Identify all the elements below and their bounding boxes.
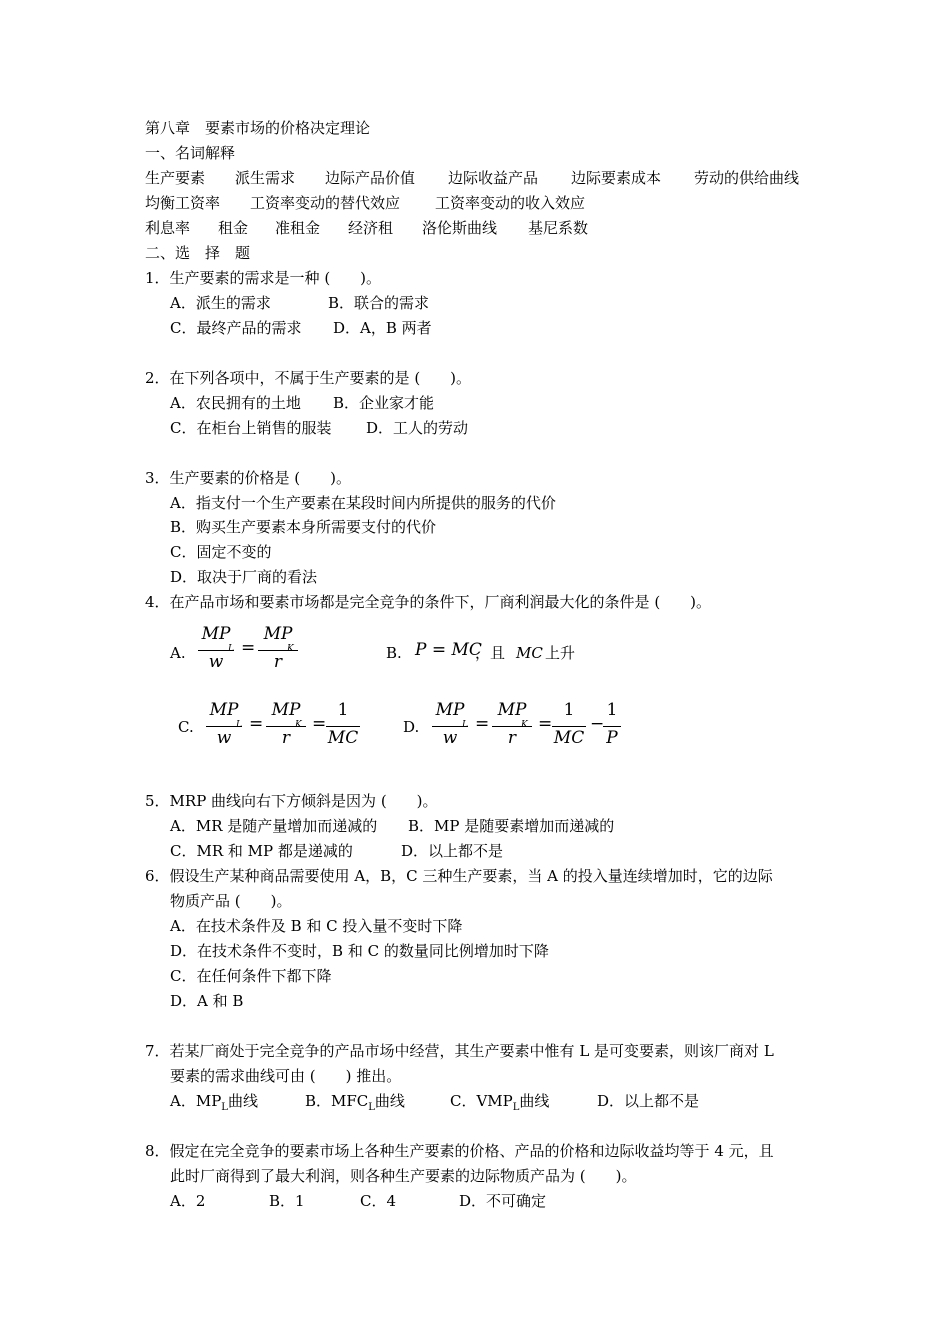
denominator: MC (553, 728, 585, 748)
option-a: A．2 (170, 1192, 206, 1210)
denominator: r (281, 728, 291, 748)
option-c: C．在柜台上销售的服装 (170, 419, 332, 437)
term: 生产要素 (145, 169, 206, 187)
question-stem: 6．假设生产某种商品需要使用 A，B，C 三种生产要素，当 A 的投入量连续增加时，它的边际 (145, 867, 773, 885)
numerator: MP (497, 700, 527, 720)
numerator: 1 (606, 700, 618, 720)
option-b-tail: 上升 (545, 644, 576, 662)
term: 经济租 (348, 219, 394, 237)
question-stem: 7．若某厂商处于完全竞争的产品市场中经营，其生产要素中惟有 L 是可变要素，则该厂商对 L (145, 1042, 774, 1060)
option-b-label: B. (386, 644, 402, 662)
fraction-1-mc (552, 700, 586, 750)
subscript: L (368, 1102, 375, 1113)
option-b: D．在技术条件不变时，B 和 C 的数量同比例增加时下降 (170, 942, 549, 960)
option-c (450, 1090, 549, 1119)
question-stem-continued: 物质产品 ( )。 (170, 892, 292, 910)
question-stem-continued: 此时厂商得到了最大利润，则各种生产要素的边际物质产品为 ( )。 (170, 1167, 637, 1185)
section2-heading: 二、选 择 题 (145, 244, 251, 262)
option-d: D．不可确定 (459, 1192, 547, 1210)
chapter-title: 第八章 要素市场的价格决定理论 (145, 119, 371, 137)
question-stem: 2．在下列各项中，不属于生产要素的是 ( )。 (145, 369, 472, 387)
subscript: K (287, 644, 294, 654)
numerator: MP (209, 700, 239, 720)
numerator: MP (271, 700, 301, 720)
formula-p-equals-mc: P = MC (415, 640, 482, 660)
term: 劳动的供给曲线 (694, 169, 800, 187)
question-stem-continued: 要素的需求曲线可由 ( ) 推出。 (170, 1067, 402, 1085)
equals-sign: = (312, 714, 327, 734)
option-c: C．在任何条件下都下降 (170, 967, 332, 985)
subscript: L (512, 1102, 520, 1113)
numerator: MP (201, 624, 231, 644)
minus-sign: − (590, 714, 605, 734)
option-b: B．购买生产要素本身所需要支付的代价 (170, 518, 437, 536)
fraction-mpk-r (258, 624, 298, 674)
option-b: B．MP 是随要素增加而递减的 (408, 817, 615, 835)
fraction-mpk-r (266, 700, 306, 750)
fraction-bar (326, 726, 360, 727)
fraction-mpk-r (492, 700, 532, 750)
term: 基尼系数 (528, 219, 589, 237)
question-stem: 1．生产要素的需求是一种 ( )。 (145, 269, 382, 287)
option-b: B．联合的需求 (328, 294, 430, 312)
option-d: D．工人的劳动 (366, 419, 469, 437)
option-c-text: C．VMP (450, 1092, 513, 1110)
denominator: w (208, 652, 224, 672)
term: 工资率变动的收入效应 (435, 194, 586, 212)
option-c: C．固定不变的 (170, 543, 272, 561)
term: 边际产品价值 (325, 169, 416, 187)
question-stem: 4．在产品市场和要素市场都是完全竞争的条件下，厂商利润最大化的条件是 ( )。 (145, 593, 712, 611)
option-b-mc: MC (516, 644, 543, 662)
option-a-label: A. (170, 644, 186, 662)
option-b-text: B．MFC (305, 1092, 369, 1110)
denominator: w (216, 728, 232, 748)
option-d: D．A，B 两者 (333, 319, 432, 337)
term: 工资率变动的替代效应 (250, 194, 401, 212)
equals-sign: = (475, 714, 490, 734)
numerator: 1 (337, 700, 349, 720)
subscript: L (236, 720, 242, 730)
numerator: 1 (563, 700, 575, 720)
term: 租金 (218, 219, 249, 237)
option-d: D．A 和 B (170, 992, 244, 1010)
fraction-bar (603, 726, 621, 727)
subscript: K (521, 720, 528, 730)
term: 派生需求 (235, 169, 296, 187)
option-b: B．企业家才能 (333, 394, 435, 412)
option-a: A．指支付一个生产要素在某段时间内所提供的服务的代价 (170, 494, 556, 512)
numerator: MP (435, 700, 465, 720)
equals-sign: = (249, 714, 264, 734)
fraction-bar (552, 726, 586, 727)
question-stem: 8．假定在完全竞争的要素市场上各种生产要素的价格、产品的价格和边际收益均等于 4 元，且 (145, 1142, 774, 1160)
option-c: C．最终产品的需求 (170, 319, 302, 337)
fraction-mpl-w (206, 700, 242, 750)
denominator: P (606, 728, 618, 748)
equals-sign: = (538, 714, 553, 734)
option-a: A．在技术条件及 B 和 C 投入量不变时下降 (170, 917, 463, 935)
option-d: D．以上都不是 (597, 1092, 700, 1110)
option-a (170, 1090, 258, 1119)
option-c-suffix: 曲线 (519, 1092, 550, 1110)
denominator: r (507, 728, 517, 748)
option-d: D．以上都不是 (401, 842, 504, 860)
option-c: C．4 (360, 1192, 397, 1210)
term: 边际收益产品 (448, 169, 539, 187)
subscript: L (462, 720, 468, 730)
question-stem: 3．生产要素的价格是 ( )。 (145, 469, 352, 487)
option-a: A．MR 是随产量增加而递减的 (170, 817, 378, 835)
denominator: w (442, 728, 458, 748)
option-a-text: A．MP (170, 1092, 222, 1110)
subscript: L (221, 1102, 228, 1113)
option-a: A．农民拥有的土地 (170, 394, 301, 412)
numerator: MP (263, 624, 293, 644)
section1-heading: 一、名词解释 (145, 144, 236, 162)
fraction-1-mc (326, 700, 360, 750)
option-a-suffix: 曲线 (227, 1092, 258, 1110)
option-b-suffix: 曲线 (374, 1092, 405, 1110)
term: 洛伦斯曲线 (422, 219, 498, 237)
fraction-1-p (603, 700, 621, 750)
option-c-label: C. (178, 718, 194, 736)
subscript: L (228, 644, 234, 654)
fraction-mpl-w (432, 700, 468, 750)
term: 利息率 (145, 219, 191, 237)
denominator: MC (327, 728, 359, 748)
question-stem: 5．MRP 曲线向右下方倾斜是因为 ( )。 (145, 792, 438, 810)
option-b (305, 1090, 405, 1119)
term: 均衡工资率 (145, 194, 221, 212)
option-c: C．MR 和 MP 都是递减的 (170, 842, 353, 860)
subscript: K (295, 720, 302, 730)
fraction-mpl-w (198, 624, 234, 674)
term: 准租金 (275, 219, 321, 237)
option-d: D．取决于厂商的看法 (170, 568, 318, 586)
option-b: B．1 (269, 1192, 305, 1210)
option-a: A．派生的需求 (170, 294, 271, 312)
equals-sign: = (241, 638, 256, 658)
term: 边际要素成本 (571, 169, 662, 187)
option-d-label: D. (403, 718, 420, 736)
option-b-suffix: ，且 (475, 644, 506, 662)
denominator: r (273, 652, 283, 672)
